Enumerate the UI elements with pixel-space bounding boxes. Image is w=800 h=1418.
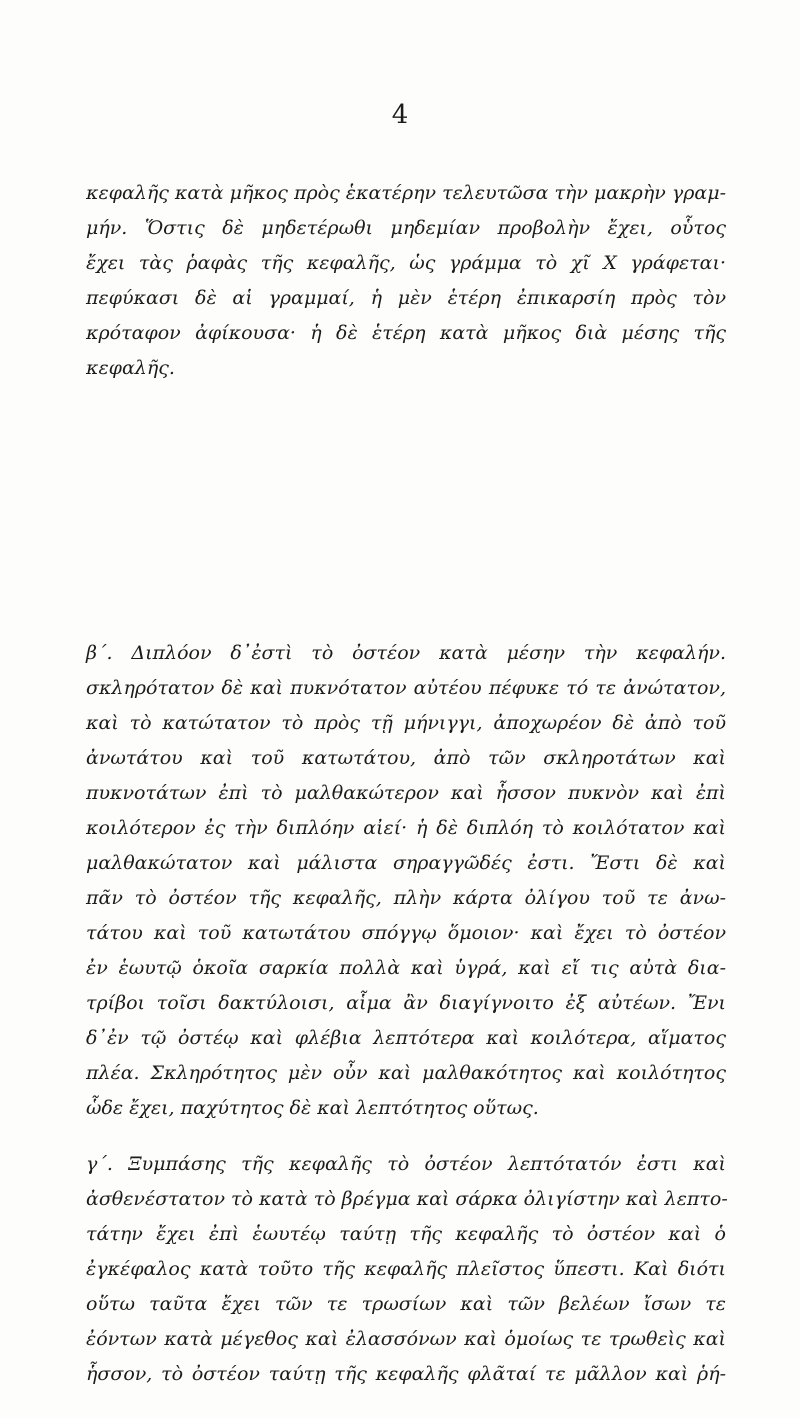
text-line: πᾶν τὸ ὀστέον τῆς κεφαλῆς, πλὴν κάρτα ὀλίγου τοῦ τε ἀνω- (86, 887, 726, 909)
text-line: πλέα. Σκληρότητος μὲν οὖν καὶ μαλθακότητος καὶ κοιλότητος (86, 1062, 726, 1084)
text-line: ἐόντων κατὰ μέγεθος καὶ ἐλασσόνων καὶ ὁμοίως τε τρωθεὶς καὶ (86, 1328, 726, 1350)
text-line: πυκνοτάτων ἐπὶ τὸ μαλθακώτερον καὶ ἧσσον πυκνὸν καὶ ἐπὶ (86, 782, 726, 804)
text-line: οὕτω ταῦτα ἔχει τῶν τε τρωσίων καὶ τῶν βελέων ἴσων τε (86, 1293, 726, 1315)
text-line: β΄. Διπλόον δ᾽ἐστὶ τὸ ὀστέον κατὰ μέσην τὴν κεφαλήν. (86, 642, 726, 664)
text-line: κοιλότερον ἐς τὴν διπλόην αἰεί· ἡ δὲ διπλόη τὸ κοιλότατον καὶ (86, 817, 726, 839)
text-line: τρίβοι τοῖσι δακτύλοισι, αἷμα ἂν διαγίγνοιτο ἐξ αὐτέων. Ἔνι (86, 992, 726, 1014)
text-line: μαλθακώτατον καὶ μάλιστα σηραγγῶδές ἐστι. Ἔστι δὲ καὶ (86, 852, 726, 874)
page-number: 4 (391, 100, 409, 130)
text-line: ὧδε ἔχει, παχύτητος δὲ καὶ λεπτότητος οὕτως. (86, 1097, 539, 1119)
text-line: σκληρότατον δὲ καὶ πυκνότατον αὐτέου πέφυκε τό τε ἀνώτατον, (86, 677, 726, 699)
text-line: τάτου καὶ τοῦ κατωτάτου σπόγγῳ ὅμοιον· καὶ ἔχει τὸ ὀστέον (86, 922, 726, 944)
text-line: ἀσθενέστατον τὸ κατὰ τὸ βρέγμα καὶ σάρκα ὀλιγίστην καὶ λεπτο- (86, 1188, 728, 1210)
text-line: τάτην ἔχει ἐπὶ ἑωυτέῳ ταύτῃ τῆς κεφαλῆς τὸ ὀστέον καὶ ὁ (86, 1223, 726, 1245)
text-line: καὶ τὸ κατώτατον τὸ πρὸς τῇ μήνιγγι, ἀποχωρέον δὲ ἀπὸ τοῦ (86, 712, 726, 734)
text-line: ἔχει τὰς ῥαφὰς τῆς κεφαλῆς, ὡς γράμμα τὸ χῖ Χ γράφεται· (86, 252, 726, 274)
text-line: γ΄. Ξυμπάσης τῆς κεφαλῆς τὸ ὀστέον λεπτότατόν ἐστι καὶ (86, 1153, 726, 1175)
text-line: κεφαλῆς. (86, 357, 175, 379)
text-line: κεφαλῆς κατὰ μῆκος πρὸς ἑκατέρην τελευτῶσα τὴν μακρὴν γραμ- (86, 182, 726, 204)
text-line: μήν. Ὅστις δὲ μηδετέρωθι μηδεμίαν προβολὴν ἔχει, οὗτος (86, 217, 726, 239)
text-line: ἀνωτάτου καὶ τοῦ κατωτάτου, ἀπὸ τῶν σκληροτάτων καὶ (86, 747, 726, 769)
text-line: κρόταφον ἀφίκουσα· ἡ δὲ ἑτέρη κατὰ μῆκος διὰ μέσης τῆς (86, 322, 726, 344)
paragraph-2 (86, 636, 726, 1126)
text-line: ἐγκέφαλος κατὰ τοῦτο τῆς κεφαλῆς πλεῖστος ὕπεστι. Καὶ διότι (86, 1258, 726, 1280)
text-line: ἧσσον, τὸ ὀστέον ταύτῃ τῆς κεφαλῆς φλᾶταί τε μᾶλλον καὶ ῥή- (86, 1363, 726, 1385)
paragraph-3 (86, 1147, 726, 1392)
text-line: πεφύκασι δὲ αἱ γραμμαί, ἡ μὲν ἑτέρη ἐπικαρσίη πρὸς τὸν (86, 287, 726, 309)
paragraph-1 (86, 176, 726, 386)
text-line: ἐν ἑωυτῷ ὁκοῖα σαρκία πολλὰ καὶ ὑγρά, καὶ εἴ τις αὐτὰ δια- (86, 957, 726, 979)
text-line: δ᾽ἐν τῷ ὀστέῳ καὶ φλέβια λεπτότερα καὶ κοιλότερα, αἵματος (86, 1027, 726, 1049)
